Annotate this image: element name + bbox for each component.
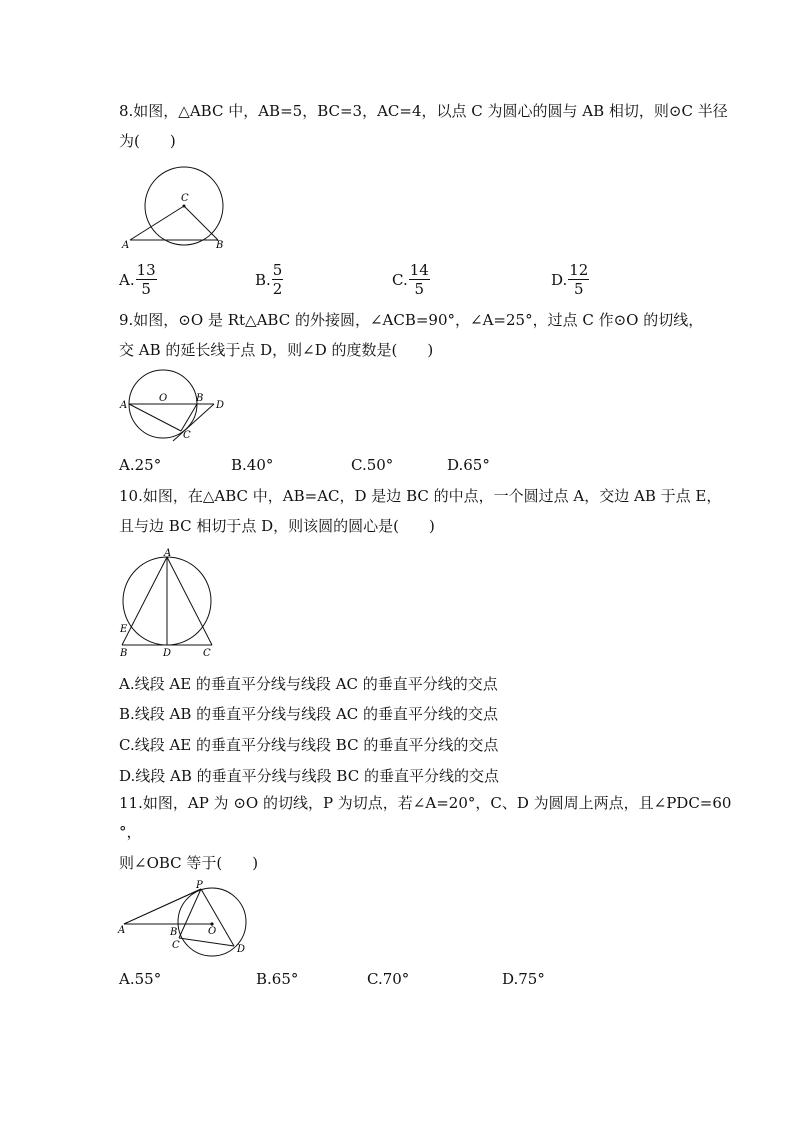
q8-option-c[interactable]: C. $\frac{14}{5}$ — [392, 261, 429, 298]
q9-option-a[interactable]: A.25° — [119, 456, 162, 474]
q10-label-c: C — [203, 648, 211, 659]
q8-label-c: C — [181, 193, 189, 204]
q10-option-c[interactable]: C.线段 AE 的垂直平分线与线段 BC 的垂直平分线的交点 — [119, 736, 499, 754]
q8-option-b[interactable]: B. $\frac{5}{2}$ — [255, 261, 283, 298]
q11-option-d[interactable]: D.75° — [502, 970, 545, 988]
q11-stem-line3: 则∠OBC 等于( ) — [119, 854, 259, 872]
q11-option-a[interactable]: A.55° — [119, 970, 162, 988]
q11-label-d: D — [237, 944, 246, 955]
q8-stem-line2: 为( ) — [119, 132, 176, 150]
q9-segment-ac — [129, 404, 181, 431]
q8-option-a[interactable]: A. $\frac{13}{5}$ — [119, 261, 156, 298]
q8-point-c — [183, 205, 186, 208]
q8-label-b: B — [216, 240, 224, 251]
q10-segment-ab — [122, 557, 167, 645]
q11-stem-line2: °， — [119, 823, 142, 841]
q10-stem-line2: 且与边 BC 相切于点 D，则该圆的圆心是( ) — [119, 517, 435, 535]
q10-label-e: E — [120, 624, 128, 635]
q11-label-b: B — [170, 927, 178, 938]
q11-label-a: A — [118, 925, 126, 936]
q11-segment-ap — [124, 889, 201, 924]
q10-figure — [118, 548, 218, 660]
q8-option-d[interactable]: D. $\frac{12}{5}$ — [551, 261, 589, 298]
q9-label-c: C — [183, 430, 191, 441]
q11-stem-line1: 11.如图，AP 为 ⊙O 的切线，P 为切点，若∠A=20°，C、D 为圆周上两点，且∠PDC=60 — [119, 794, 732, 812]
q9-stem-line2: 交 AB 的延长线于点 D，则∠D 的度数是( ) — [119, 341, 434, 359]
q10-segment-ac — [167, 557, 212, 645]
q11-segment-pd — [201, 889, 234, 946]
q9-label-a: A — [120, 400, 128, 411]
q10-label-a: A — [164, 548, 172, 559]
q9-label-o: O — [159, 393, 168, 404]
q11-option-b[interactable]: B.65° — [256, 970, 299, 988]
q11-label-o: O — [208, 926, 217, 937]
q9-label-d: D — [216, 400, 225, 411]
q8-stem-line1: 8.如图，△ABC 中，AB=5，BC=3，AC=4，以点 C 为圆心的圆与 AB 相切，则⊙C 半径 — [119, 102, 728, 120]
q8-figure — [118, 160, 238, 255]
q8-segment-ac — [130, 206, 184, 240]
q11-label-p: P — [196, 880, 203, 891]
q11-figure — [118, 880, 258, 960]
q10-option-b[interactable]: B.线段 AB 的垂直平分线与线段 AC 的垂直平分线的交点 — [119, 705, 499, 723]
q8-label-a: A — [122, 240, 130, 251]
q10-stem-line1: 10.如图，在△ABC 中，AB=AC，D 是边 BC 的中点，一个圆过点 A，交边 AB 于点 E， — [119, 487, 722, 505]
q9-option-c[interactable]: C.50° — [351, 456, 394, 474]
q10-option-a[interactable]: A.线段 AE 的垂直平分线与线段 AC 的垂直平分线的交点 — [119, 675, 498, 693]
q11-label-c: C — [172, 940, 180, 951]
q9-label-b: B — [196, 393, 204, 404]
q10-option-d[interactable]: D.线段 AB 的垂直平分线与线段 BC 的垂直平分线的交点 — [119, 767, 499, 785]
q9-stem-line1: 9.如图，⊙O 是 Rt△ABC 的外接圆，∠ACB=90°，∠A=25°，过点 C 作⊙O 的切线， — [119, 311, 704, 329]
q11-circle — [178, 888, 246, 956]
q11-option-c[interactable]: C.70° — [367, 970, 410, 988]
q9-option-d[interactable]: D.65° — [447, 456, 490, 474]
q9-option-b[interactable]: B.40° — [231, 456, 274, 474]
q10-label-d: D — [163, 648, 172, 659]
q9-figure — [118, 368, 233, 448]
q8-segment-bc — [184, 206, 218, 240]
q10-label-b: B — [120, 648, 128, 659]
